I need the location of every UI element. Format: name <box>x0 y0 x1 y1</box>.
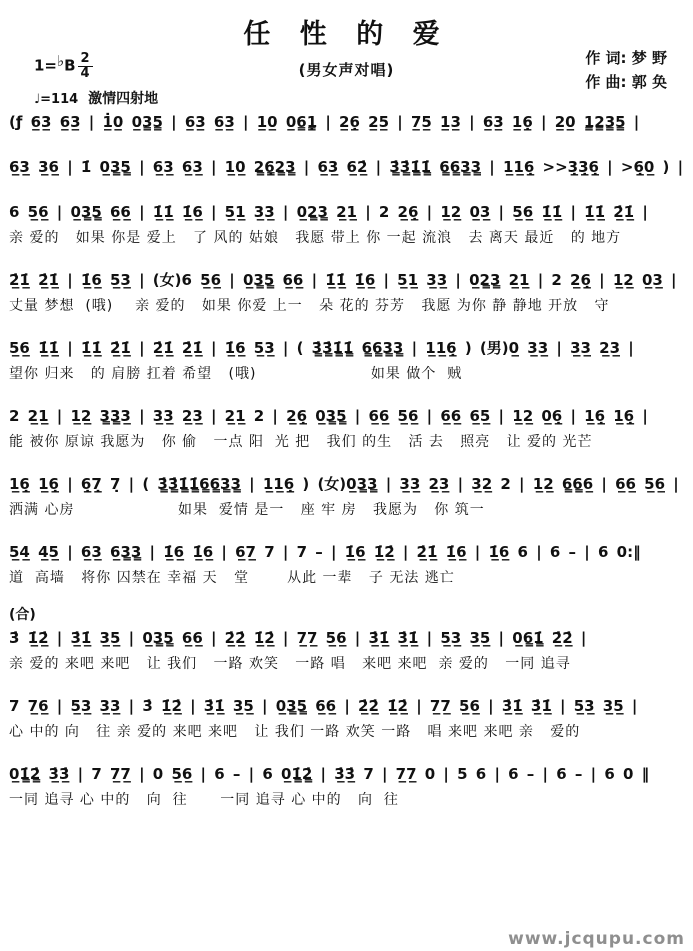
song-subtitle: (男女声对唱) <box>298 61 395 79</box>
score-line <box>9 108 688 136</box>
lyrics-row: 洒满 心房 如果 爱情 是一 座 牢 房 我愿为 你 筑一 <box>9 502 485 518</box>
flat-icon: ♭ <box>57 51 65 70</box>
lyrics-row: 一同 追寻 心 中的 向 往 一同 追寻 心 中的 向 往 <box>9 792 399 808</box>
notes-row: 5̲6̲ 1̲̇1̲̇ | 1̲̇1̲̇ 2̲̇1̲̇ | 2̲̇1̲̇ 2̲̇1̲̇ | 1̲̇6̲ 5̲3̲ | ( 3̳̇3̳̇1̳̇1̳̇ 6̳6̳3̳3̳ | 1̲1̲6̲̣ ) (男)0̲ 3̲3̲ | 3̲3̲ 2̲3̲ | <box>9 339 634 357</box>
notes-row: (ƒ 6̲3̲ 6̲3̲ | 1̲̇0̲ 0̲3̳5̳ | 6̲3̲ 6̲3̲ | 1̲0̲ 0̲6̳1̳̣ | 2̲6̲̣ 2̲5̲ | 7̲5̲ 1̲3̲ | 6̲3̲ 1̲6̲̣ | 2̲0̲ 1̳2̳3̳5̳ | <box>9 113 640 131</box>
notes-row: 6̲3̲ 3̲6̲ | 1̇ 0̲3̳5̳ | 6̲3̲ 6̲3̲ | 1̲0̲ 2̳6̳̣2̳3̳ | 6̲3̲ 6̲2̲̇ | 3̳̇3̳̇1̳̇1̳̇ 6̳6̳3̳3̳ | 1̲1̲6̲̣ >>3̲̣3̲̣6̲̣ | >6̲̣0̲ ) | <box>9 158 684 176</box>
lyrics-row: 心 中的 向 往 亲 爱的 来吧 来吧 让 我们 一路 欢笑 一路 唱 来吧 来吧 亲 爱的 <box>9 724 581 740</box>
score-line <box>9 266 688 317</box>
score-line <box>9 470 688 521</box>
time-numerator: 2 <box>78 52 93 67</box>
notes-row: 0̲1̳̇2̳̇ 3̲̇3̲̇ | 7 7̲7̲ | 0 5̲6̲ | 6 – | 6 0̲1̳̇2̳̇ | 3̲̇3̲̇ 7 | 7̲7̲ 0 | 5 6 | 6 – | 6 – | 6 0 ‖ <box>9 765 650 783</box>
expression-marking: 激情四射地 <box>88 91 159 107</box>
lyrics-row: 亲 爱的 如果 你是 爱上 了 风的 姑娘 我愿 带上 你 一起 流浪 去 离天 最近 的 地方 <box>9 230 622 246</box>
lyrics-row: 亲 爱的 来吧 来吧 让 我们 一路 欢笑 一路 唱 来吧 来吧 亲 爱的 一同 追寻 <box>9 656 571 672</box>
score <box>9 108 688 828</box>
credits-block <box>585 46 667 94</box>
notes-row: 7 7̲6̲ | 5̲3̲ 3̲3̲ | 3̇ 1̲̇2̲̇ | 3̲̇1̲̇ 3̲5̲ | 0̲3̳5̳ 6̲6̲ | 2̲̇2̲̇ 1̲̇2̲̇ | 7̲7̲ 5̲6̲ | 3̲̇1̲̇ 3̲̇1̲̇ | 5̲3̲ 3̲5̲ | <box>9 697 638 715</box>
tempo-marking <box>34 88 158 108</box>
time-signature <box>78 52 93 80</box>
lyrics-row: 道 高墙 将你 囚禁在 幸福 天 堂 从此 一辈 子 无法 逃亡 <box>9 570 455 586</box>
score-line <box>9 538 688 589</box>
notes-row: 5̲4̲ 4̲5̲ | 6̲3̲ 6̲3̳3̳ | 1̲̇6̲ 1̲̇6̲ | 6̲7̲ 7 | 7 – | 1̲̇6̲ 1̲̇2̲̇ | 2̲̇1̲̇ 1̲̇6̲ | 1̲̇6̲ 6 | 6 – | 6 0:‖ <box>9 543 641 561</box>
song-title: 任 性 的 爱 <box>243 19 450 50</box>
lyricist-credit: 作 词: 梦 野 <box>585 49 667 67</box>
key-prefix: 1= <box>34 56 58 75</box>
score-line <box>9 334 688 385</box>
notes-row: 2̲̇1̲̇ 2̲̇1̲̇ | 1̲̇6̲ 5̲3̲ | (女)6 5̲6̲ | 0̲3̳5̳ 6̲6̲ | 1̲̇1̲̇ 1̲̇6̲ | 5̲1̲ 3̲3̲ | 0̲2̳3̳ 2̲1̲ | 2 2̲6̲̣ | 1̲2̲ 0̲3̲ | <box>9 271 677 289</box>
notes-row: 1̲6̲̣ 1̲6̲̣ | 6̲̣7̲̣ 7̣ | ( 3̳̇3̳̇1̳̇1̳̇6̳6̳3̳3̳ | 1̲1̲6̲̣ ) (女)0̲3̳3̳ | 3̲3̲ 2̲3̲ | 3̲2̲ 2 | 1̲2̲ 6̳6̳6̲ | 6̲6̲ 5̲6̲ | <box>9 475 679 493</box>
lyrics-row: 丈量 梦想 (哦) 亲 爱的 如果 你爱 上一 朵 花的 芬芳 我愿 为你 静 静地 开放 守 <box>9 298 610 314</box>
lyrics-row: 能 被你 原谅 我愿为 你 偷 一点 阳 光 把 我们 的生 活 去 照亮 让 爱的 光芒 <box>9 434 593 450</box>
watermark-url: www.jcqupu.com <box>508 929 685 949</box>
score-line <box>9 692 688 743</box>
score-line <box>9 198 688 249</box>
key-signature <box>34 52 93 80</box>
notes-row: 2 2̲1̲ | 1̲2̲ 3̳3̳3̲ | 3̲3̲ 2̲3̲ | 2̲1̲ 2 | 2̲6̲̣ 0̲3̳5̳ | 6̲6̲ 5̲6̲ | 6̲6̲ 6̲5̲ | 1̲2̲ 0̲6̲̣ | 1̲6̲̣ 1̲6̲̣ | <box>9 407 648 425</box>
key-letter: B <box>64 56 76 75</box>
score-line <box>9 402 688 453</box>
score-line <box>9 760 688 811</box>
quarter-note-icon: ♩=114 <box>34 92 79 107</box>
score-line <box>9 153 688 181</box>
notes-row: 6 5̲6̲ | 0̲3̳5̳ 6̲6̲ | 1̲̇1̲̇ 1̲̇6̲ | 5̲1̲ 3̲3̲ | 0̲2̳3̳ 2̲1̲ | 2 2̲6̲̣ | 1̲2̲ 0̲3̲ | 5̲6̲ 1̲̇1̲̇ | 1̲̇1̲̇ 2̲̇1̲̇ | <box>9 203 648 221</box>
score-line <box>9 606 688 675</box>
voice-marker: (合) <box>9 607 36 623</box>
notes-row: 3̇ 1̲̇2̲̇ | 3̲̇1̲̇ 3̲5̲ | 0̲3̳5̳ 6̲6̲ | 2̲̇2̲̇ 1̲̇2̲̇ | 7̲7̲ 5̲6̲ | 3̲̇1̲̇ 3̲̇1̲̇ | 5̲3̲ 3̲5̲ | 0̲6̳1̳̇ 2̲̇2̲̇ | <box>9 629 587 647</box>
lyrics-row: 望你 归来 的 肩膀 扛着 希望 (哦) 如果 做个 贼 <box>9 366 463 382</box>
time-denominator: 4 <box>80 65 90 81</box>
composer-credit: 作 曲: 郭 奂 <box>585 73 667 91</box>
